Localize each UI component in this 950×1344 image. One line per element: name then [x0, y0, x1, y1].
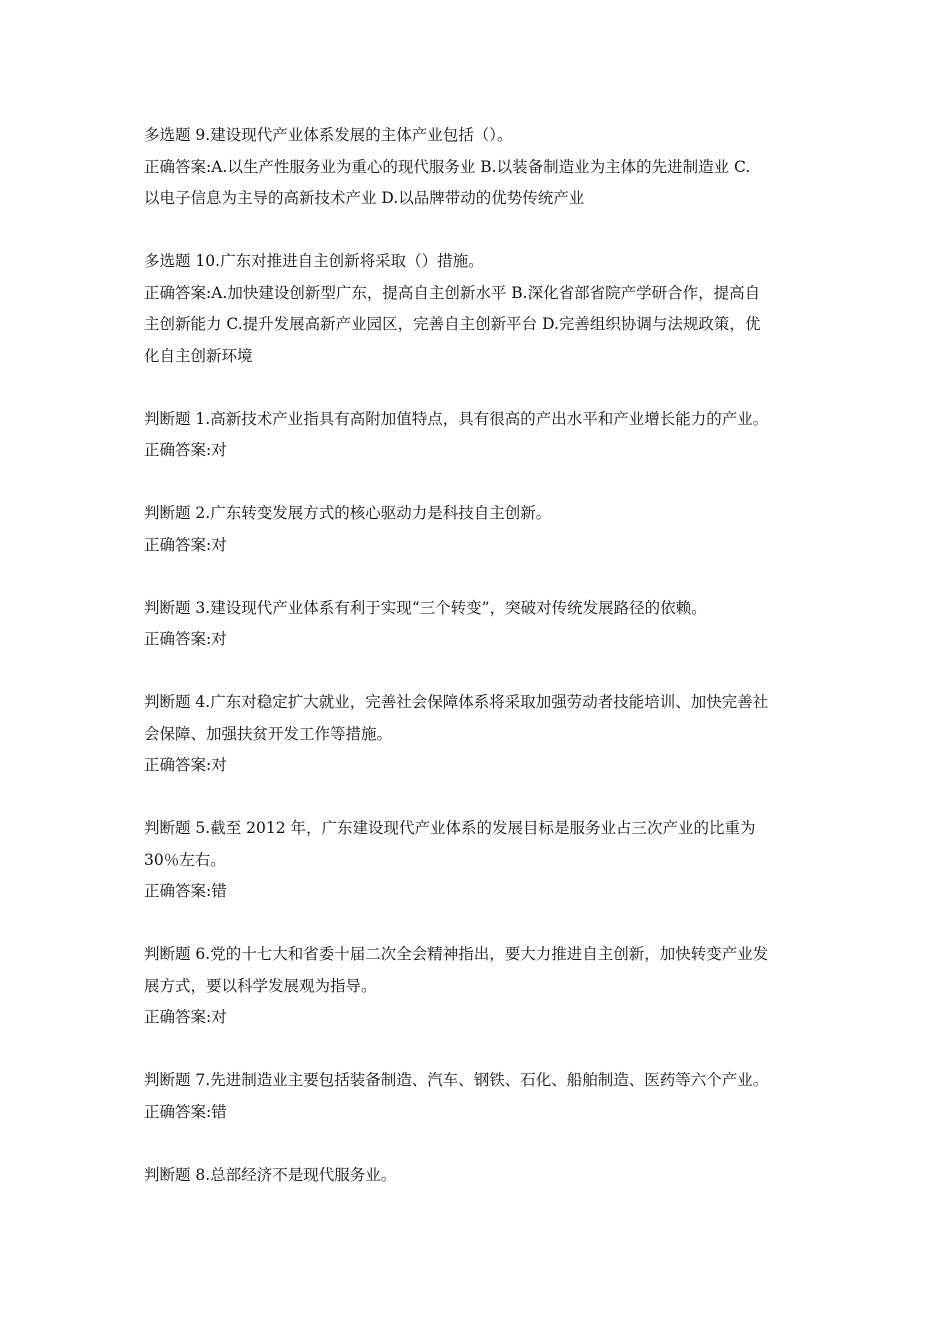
question-text: 会保障、加强扶贫开发工作等措施。 [144, 724, 393, 743]
answer-text: 正确答案:对 [144, 630, 227, 648]
question-text: 判断题 3.建设现代产业体系有利于实现“三个转变”，突破对传统发展路径的依赖。 [144, 598, 707, 617]
answer-text: 以电子信息为主导的高新技术产业 D.以品牌带动的优势传统产业 [144, 189, 585, 207]
question-block-judge-2 [144, 498, 812, 561]
answer-text: 正确答案:对 [144, 441, 227, 459]
question-block-multi-10 [144, 246, 812, 372]
answer-text: 正确答案:错 [144, 1102, 227, 1121]
answer-text: 正确答案:A.加快建设创新型广东，提高自主创新水平 B.深化省部省院产学研合作，提高自 [144, 283, 761, 302]
question-text: 判断题 7.先进制造业主要包括装备制造、汽车、钢铁、石化、船舶制造、医药等六个产业。 [144, 1071, 769, 1089]
question-block-judge-3 [144, 593, 812, 656]
answer-text: 正确答案:错 [144, 882, 227, 900]
spacer [144, 656, 812, 688]
question-block-judge-8 [144, 1160, 812, 1192]
question-text: 判断题 1.高新技术产业指具有高附加值特点，具有很高的产出水平和产业增长能力的产业。 [144, 409, 769, 428]
spacer [144, 372, 812, 404]
question-block-judge-7 [144, 1065, 812, 1128]
answer-text: 正确答案:对 [144, 1008, 227, 1026]
question-text: 多选题 9.建设现代产业体系发展的主体产业包括（）。 [144, 126, 513, 144]
spacer [144, 1034, 812, 1066]
spacer [144, 1128, 812, 1160]
question-text: 判断题 4.广东对稳定扩大就业，完善社会保障体系将采取加强劳动者技能培训、加快完善社 [144, 693, 769, 711]
answer-text: 正确答案:A.以生产性服务业为重心的现代服务业 B.以装备制造业为主体的先进制造业 C. [144, 157, 751, 176]
question-text: 判断题 5.截至 2012 年，广东建设现代产业体系的发展目标是服务业占三次产业的比重为 [144, 819, 756, 837]
spacer [144, 215, 812, 247]
question-text: 多选题 10.广东对推进自主创新将采取（）措施。 [144, 252, 484, 270]
spacer [144, 782, 812, 814]
question-text: 展方式，要以科学发展观为指导。 [144, 976, 377, 995]
question-text: 判断题 2.广东转变发展方式的核心驱动力是科技自主创新。 [144, 504, 552, 522]
spacer [144, 908, 812, 940]
question-block-judge-6 [144, 939, 812, 1034]
answer-text: 正确答案:对 [144, 535, 227, 554]
question-block-judge-4 [144, 687, 812, 782]
answer-text: 主创新能力 C.提升发展高新产业园区，完善自主创新平台 D.完善组织协调与法规政策，优 [144, 315, 761, 333]
question-text: 判断题 6.党的十七大和省委十届二次全会精神指出，要大力推进自主创新，加快转变产业发 [144, 945, 769, 963]
document-page [144, 120, 812, 1191]
spacer [144, 467, 812, 499]
question-block-judge-5 [144, 813, 812, 908]
question-block-multi-9 [144, 120, 812, 215]
answer-text: 正确答案:对 [144, 756, 227, 774]
answer-text: 化自主创新环境 [144, 346, 253, 365]
question-block-judge-1 [144, 404, 812, 467]
question-text: 30％左右。 [144, 850, 226, 869]
question-text: 判断题 8.总部经济不是现代服务业。 [144, 1165, 397, 1184]
spacer [144, 561, 812, 593]
